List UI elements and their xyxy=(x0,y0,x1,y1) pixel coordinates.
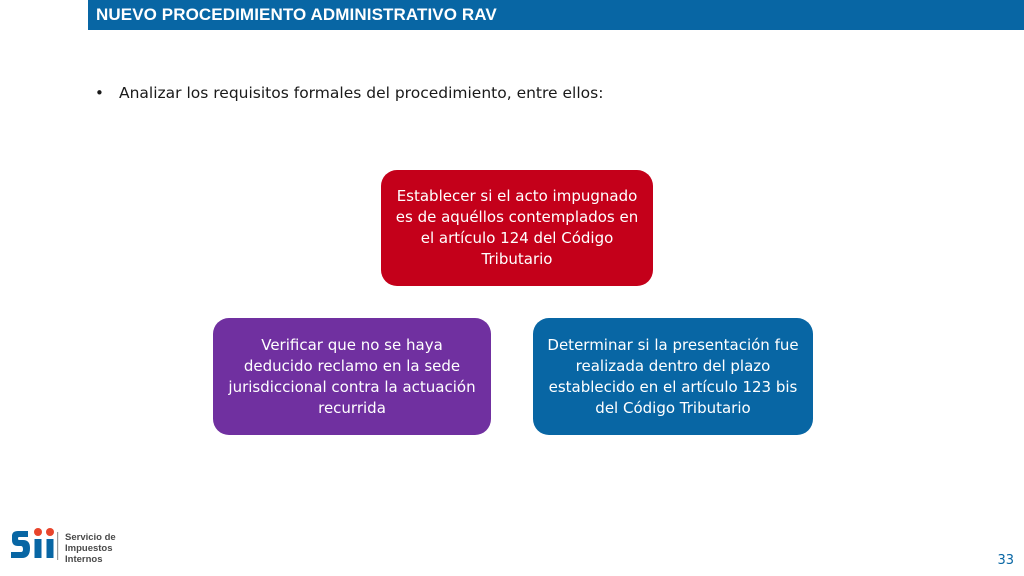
logo-line-2: Impuestos xyxy=(65,543,113,554)
logo-wordmark xyxy=(65,532,116,565)
requirement-text: Determinar si la presentación fue realizada dentro del plazo establecido en el artículo 123 bis del Código Tributario xyxy=(547,335,799,417)
bullet-text: Analizar los requisitos formales del procedimiento, entre ellos: xyxy=(119,84,604,102)
page-number: 33 xyxy=(997,553,1014,568)
bullet-item xyxy=(95,84,603,102)
bullet-icon: • xyxy=(95,84,104,102)
logo-line-3: Internos xyxy=(65,554,103,565)
slide-title: NUEVO PROCEDIMIENTO ADMINISTRATIVO RAV xyxy=(96,5,497,24)
requirement-box-article-123-bis xyxy=(533,318,813,435)
requirement-box-no-jurisdictional-claim xyxy=(213,318,491,435)
logo-line-1: Servicio de xyxy=(65,532,116,543)
requirement-box-article-124 xyxy=(381,170,653,286)
title-bar xyxy=(88,0,1024,30)
requirement-text: Establecer si el acto impugnado es de aquéllos contemplados en el artículo 124 del Código Tributario xyxy=(395,187,639,268)
requirement-text: Verificar que no se haya deducido reclamo en la sede jurisdiccional contra la actuación recurrida xyxy=(228,335,476,417)
